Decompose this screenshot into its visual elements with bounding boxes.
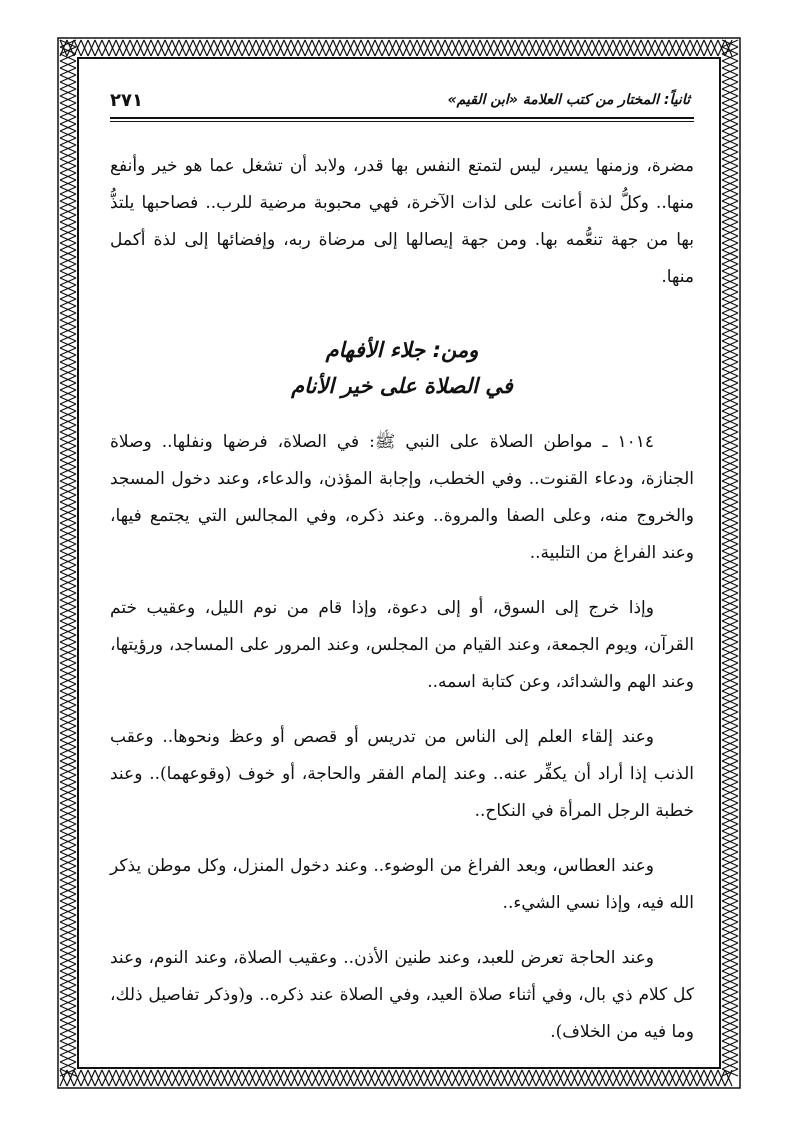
section-title-line-1: ومن: جلاء الأفهام	[325, 338, 479, 362]
paragraph: ١٠١٤ ـ مواطن الصلاة على النبي ﷺ: في الصلاة، فرضها ونفلها.. وصلاة الجنازة، ودعاء القنوت.. وفي الخطب، وإجابة المؤذن، والدعاء، وعند دخول المسجد والخروج منه، وعلى الصفا والمروة.. وعند ذكره، وفي المجالس التي يجتمع فيها، وعند الفراغ من التلبية..	[110, 432, 694, 563]
paragraph: وعند الحاجة تعرض للعبد، وعند طنين الأذن.. وعقيب الصلاة، وعند النوم، وعند كل كلام ذي بال، وفي أثناء صلاة العيد، وفي الصلاة عند ذكره.. و(وذكر تفاصيل ذلك، وما فيه من الخلاف).	[110, 948, 694, 1042]
running-head: ثانياً: المختار من كتب العلامة «ابن القيم»	[447, 92, 690, 108]
section-title-line-2: في الصلاة على خير الأنام	[291, 374, 513, 398]
paragraph: وإذا خرج إلى السوق، أو إلى دعوة، وإذا قام من نوم الليل، وعقيب ختم القرآن، ويوم الجمعة، وعند القيام من المجلس، وعند المرور على المساجد، ورؤيتها، وعند الهم والشدائد، وعن كتابة اسمه..	[110, 598, 694, 692]
page-number: ٢٧١	[110, 90, 143, 111]
intro-paragraph: مضرة، وزمنها يسير، ليس لتمتع النفس بها قدر، ولابد أن تشغل عما هو خير وأنفع منها.. وكلُّ لذة أعانت على لذات الآخرة، فهي محبوبة مرضية للرب.. فصاحبها يلتذُّ بها من جهة تنعُّمه بها. ومن جهة إيصالها إلى مرضاة ربه، وإفضائها إلى لذة أكمل منها.	[110, 156, 694, 287]
header-rule-thin	[110, 121, 694, 122]
section-title	[110, 332, 694, 404]
page-header	[110, 92, 690, 118]
paragraph: وعند العطاس، وبعد الفراغ من الوضوء.. وعند دخول المنزل، وكل موطن يذكر الله فيه، وإذا نسي الشيء..	[110, 856, 694, 913]
page-body	[110, 148, 694, 1051]
paragraph: وعند إلقاء العلم إلى الناس من تدريس أو قصص أو وعظ ونحوها.. وعقب الذنب إذا أراد أن يكفِّر عنه.. وعند إلمام الفقر والحاجة، أو خوف (وقوعهما).. وعند خطبة الرجل المرأة في النكاح..	[110, 727, 694, 821]
header-rule	[110, 117, 694, 119]
